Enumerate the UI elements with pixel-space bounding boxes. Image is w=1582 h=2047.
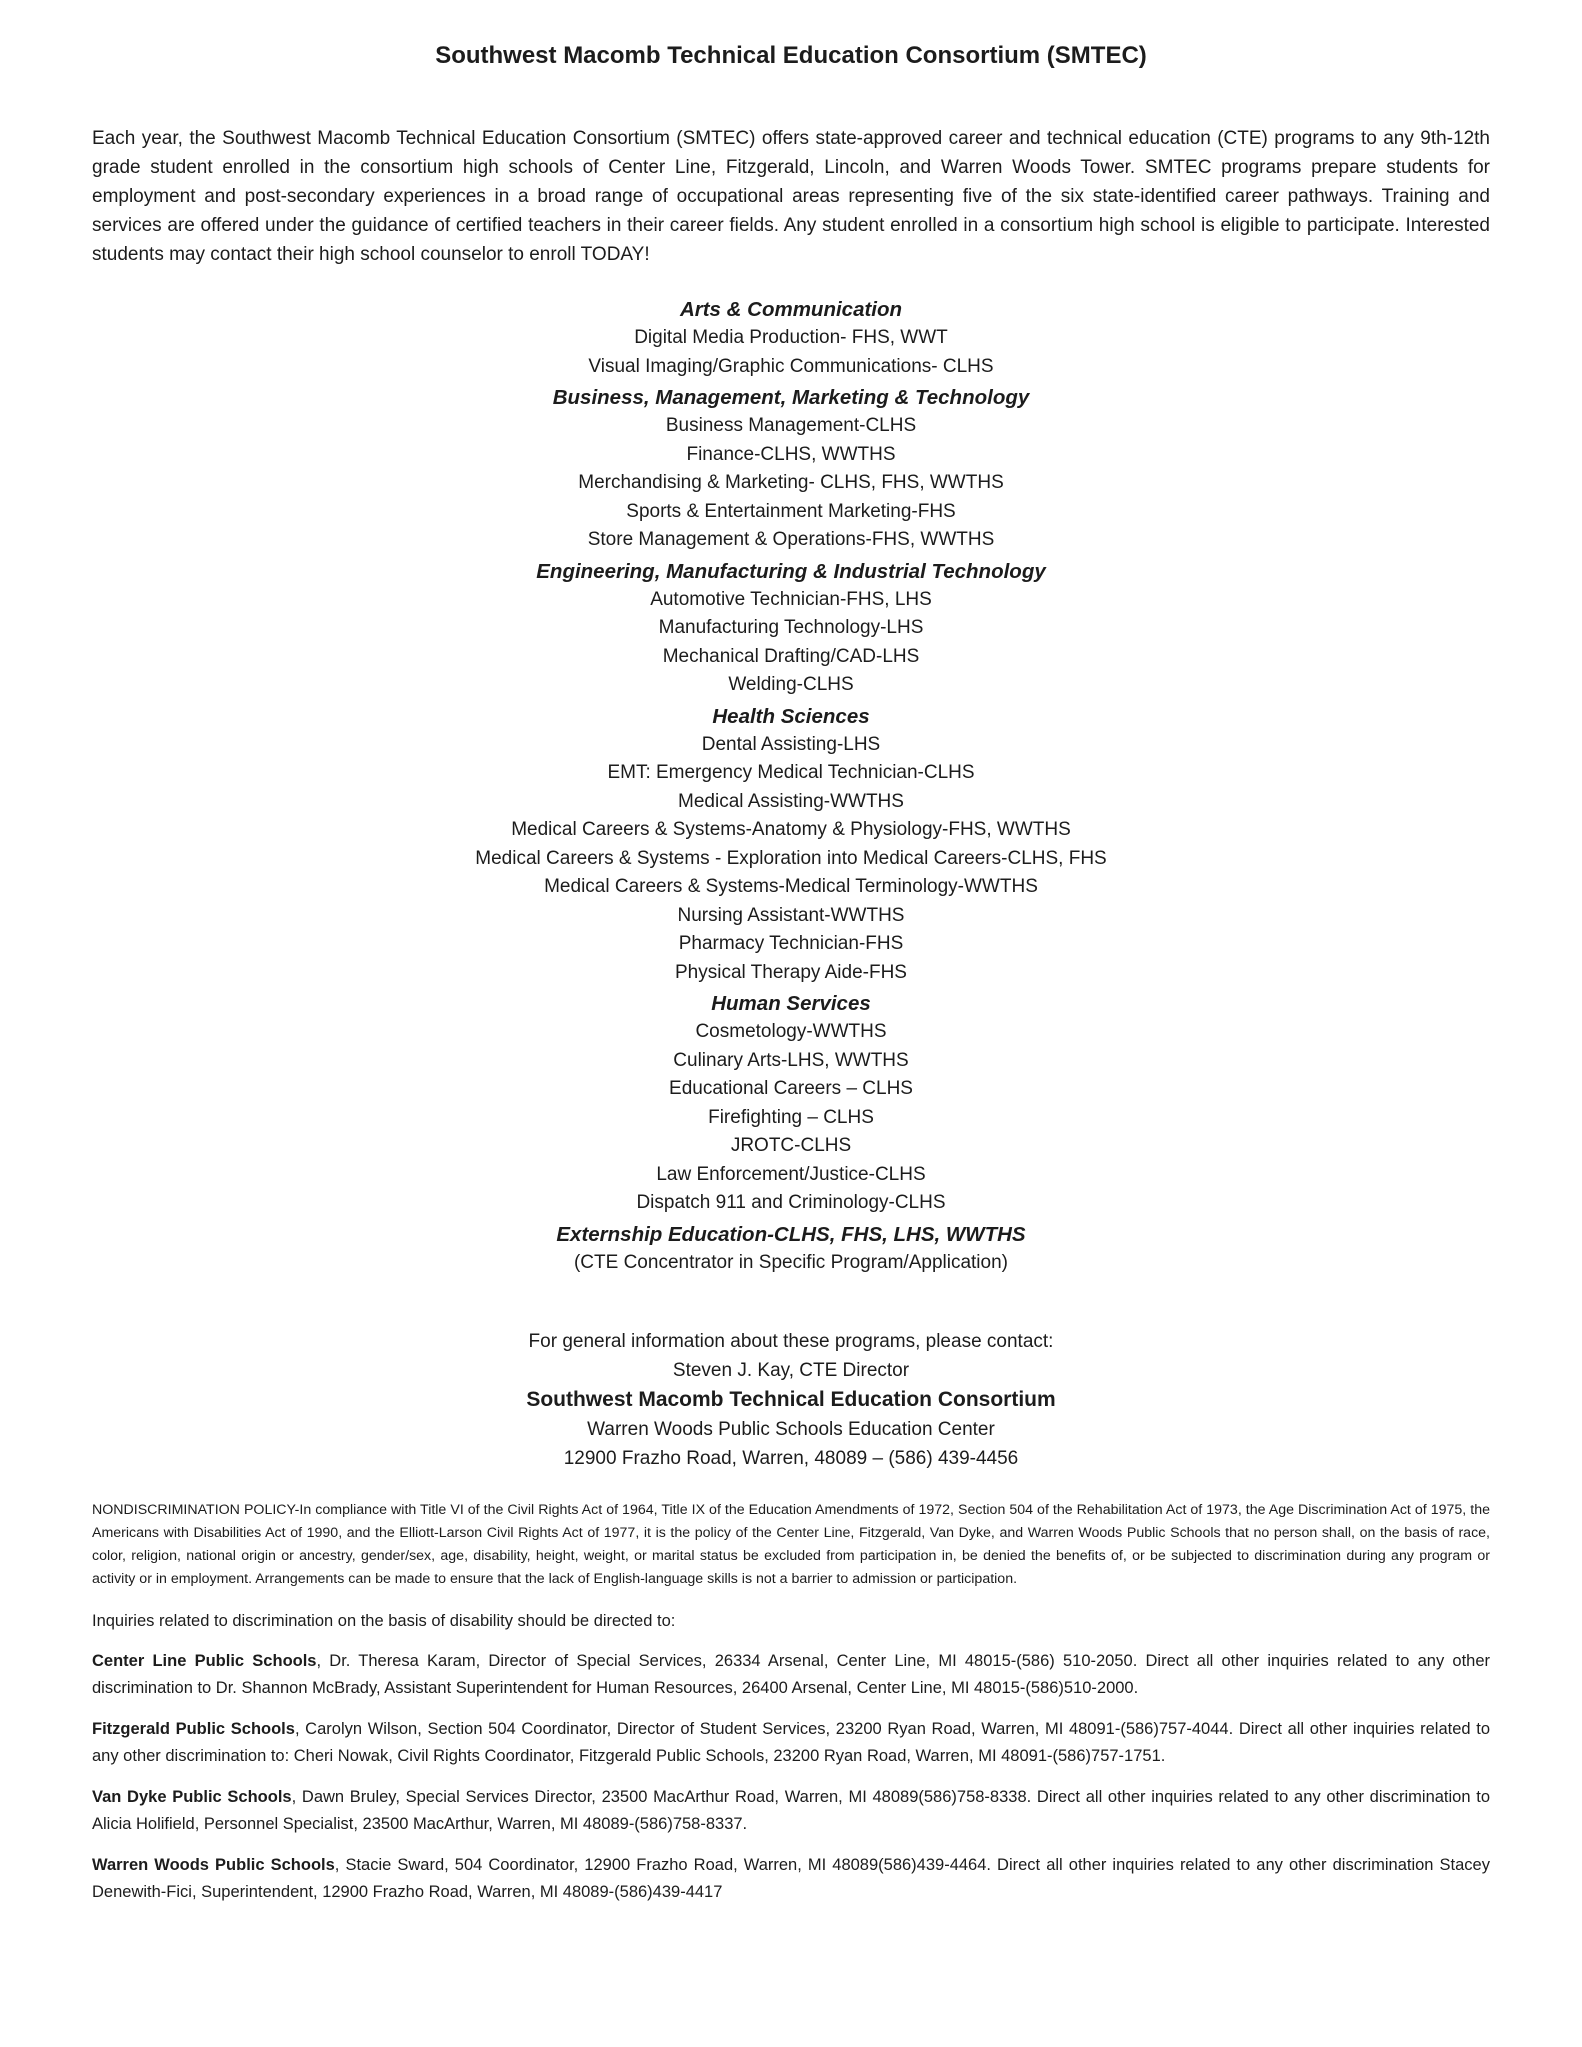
district-name: Warren Woods Public Schools (92, 1856, 335, 1874)
district-contact-text: , Dr. Theresa Karam, Director of Special Services, 26334 Arsenal, Center Line, MI 48015-(586) 510-2050. Direct all other inquiries related to any other discrimination to Dr. Shannon McBrady, Assistant Superintendent for Human Resources, 26400 Arsenal, Center Line, MI 48015-(586)510-2000. (92, 1652, 1491, 1697)
district-contact-paragraph (92, 1716, 1490, 1770)
program-item: Welding-CLHS (728, 674, 854, 695)
program-item: Physical Therapy Aide-FHS (675, 961, 907, 983)
program-item: Visual Imaging/Graphic Communications- CLHS (588, 355, 994, 377)
program-item: Medical Assisting-WWTHS (678, 790, 904, 812)
program-category-heading: Engineering, Manufacturing & Industrial Technology (536, 559, 1046, 583)
page-title: Southwest Macomb Technical Education Consortium (SMTEC) (435, 42, 1147, 69)
program-item: Educational Careers – CLHS (669, 1078, 913, 1099)
program-item: Firefighting – CLHS (708, 1106, 874, 1128)
program-item: Business Management-CLHS (665, 415, 917, 436)
program-item: Dental Assisting-LHS (701, 733, 881, 755)
contact-director: Steven J. Kay, CTE Director (672, 1360, 910, 1381)
program-item: Medical Careers & Systems-Anatomy & Physiology-FHS, WWTHS (511, 819, 1071, 840)
program-item: Automotive Technician-FHS, LHS (650, 588, 932, 610)
district-name: Center Line Public Schools (92, 1652, 317, 1670)
program-item: EMT: Emergency Medical Technician-CLHS (607, 762, 975, 783)
program-item: Mechanical Drafting/CAD-LHS (662, 645, 920, 667)
program-category-heading: Health Sciences (712, 704, 870, 728)
intro-paragraph: Each year, the Southwest Macomb Technical Education Consortium (SMTEC) offers state-approved career and technical education (CTE) programs to any 9th-12th grade student enrolled in the consortium high schools of Center Line, Fitzgerald, Lincoln, and Warren Woods Tower. SMTEC programs prepare students for employment and post-secondary experiences in a broad range of occupational areas representing five of the six state-identified career pathways. Training and services are offered under the guidance of certified teachers in their career fields. Any student enrolled in a consortium high school is eligible to participate. Interested students may contact their high school counselor to enroll TODAY! (92, 128, 1490, 265)
contact-block (92, 1327, 1490, 1473)
program-category-heading: Externship Education-CLHS, FHS, LHS, WWTHS (556, 1222, 1026, 1246)
program-item: Finance-CLHS, WWTHS (686, 443, 896, 465)
program-category-heading: Human Services (711, 992, 871, 1015)
contact-center: Warren Woods Public Schools Education Center (587, 1419, 995, 1440)
district-contact-paragraph (92, 1648, 1490, 1702)
district-contact-text: , Dawn Bruley, Special Services Director, 23500 MacArthur Road, Warren, MI 48089(586)758-8338. Direct all other inquiries related to any other discrimination to Alicia Holifield, Personnel Specialist, 23500 MacArthur, Warren, MI 48089-(586)758-8337. (92, 1788, 1490, 1833)
program-category-heading: Arts & Communication (679, 298, 903, 321)
program-list (92, 295, 1490, 1277)
contact-organization: Southwest Macomb Technical Education Consortium (526, 1388, 1056, 1411)
program-item: Digital Media Production- FHS, WWT (634, 327, 948, 348)
program-category-heading: Business, Management, Marketing & Technology (552, 386, 1030, 409)
contact-intro-line: For general information about these programs, please contact: (528, 1331, 1054, 1352)
program-item: Medical Careers & Systems-Medical Terminology-WWTHS (544, 876, 1038, 897)
program-item: Nursing Assistant-WWTHS (677, 904, 905, 926)
program-item: Sports & Entertainment Marketing-FHS (626, 500, 956, 522)
district-name: Van Dyke Public Schools (92, 1788, 292, 1806)
program-item: Medical Careers & Systems - Exploration into Medical Careers-CLHS, FHS (475, 847, 1107, 869)
program-item: JROTC-CLHS (730, 1135, 852, 1156)
program-item: Law Enforcement/Justice-CLHS (656, 1163, 926, 1185)
nondiscrimination-policy: NONDISCRIMINATION POLICY-In compliance with Title VI of the Civil Rights Act of 1964, Title IX of the Education Amendments of 1972, Section 504 of the Rehabilitation Act of 1973, the Age Discrimination Act of 1975, the Americans with Disabilities Act of 1990, and the Elliott-Larson Civil Rights Act of 1977, it is the policy of the Center Line, Fitzgerald, Van Dyke, and Warren Woods Public Schools that no person shall, on the basis of race, color, religion, national origin or ancestry, gender/sex, age, disability, height, weight, or marital status be excluded from participation in, be denied the benefits of, or be subjected to discrimination during any program or activity or in employment. Arrangements can be made to ensure that the lack of English-language skills is not a barrier to admission or participation. (92, 1502, 1490, 1587)
district-contact-list (92, 1648, 1490, 1906)
program-item: Dispatch 911 and Criminology-CLHS (636, 1192, 946, 1213)
program-item: Store Management & Operations-FHS, WWTHS (587, 529, 995, 550)
program-item: Merchandising & Marketing- CLHS, FHS, WWTHS (578, 472, 1004, 493)
district-contact-text: , Carolyn Wilson, Section 504 Coordinator, Director of Student Services, 23200 Ryan Road, Warren, MI 48091-(586)757-4044. Direct all other inquiries related to any other discrimination to: Cheri Nowak, Civil Rights Coordinator, Fitzgerald Public Schools, 23200 Ryan Road, Warren, MI 48091-(586)757-1751. (92, 1720, 1490, 1765)
district-contact-paragraph (92, 1784, 1490, 1838)
program-item: Manufacturing Technology-LHS (658, 617, 924, 638)
program-item: Culinary Arts-LHS, WWTHS (673, 1049, 909, 1071)
district-name: Fitzgerald Public Schools (92, 1720, 295, 1738)
district-contact-text: , Stacie Sward, 504 Coordinator, 12900 Frazho Road, Warren, MI 48089(586)439-4464. Direct all other inquiries related to any other discrimination Stacey Denewith-Fici, Superintendent, 12900 Frazho Road, Warren, MI 48089-(586)439-4417 (92, 1856, 1490, 1901)
contact-address-phone: 12900 Frazho Road, Warren, 48089 – (586) 439-4456 (563, 1448, 1019, 1469)
inquiries-line: Inquiries related to discrimination on the basis of disability should be directed to: (92, 1612, 676, 1630)
program-item: Pharmacy Technician-FHS (678, 933, 904, 954)
program-item: Cosmetology-WWTHS (695, 1021, 887, 1042)
program-item: (CTE Concentrator in Specific Program/Application) (573, 1251, 1008, 1273)
district-contact-paragraph (92, 1852, 1490, 1906)
